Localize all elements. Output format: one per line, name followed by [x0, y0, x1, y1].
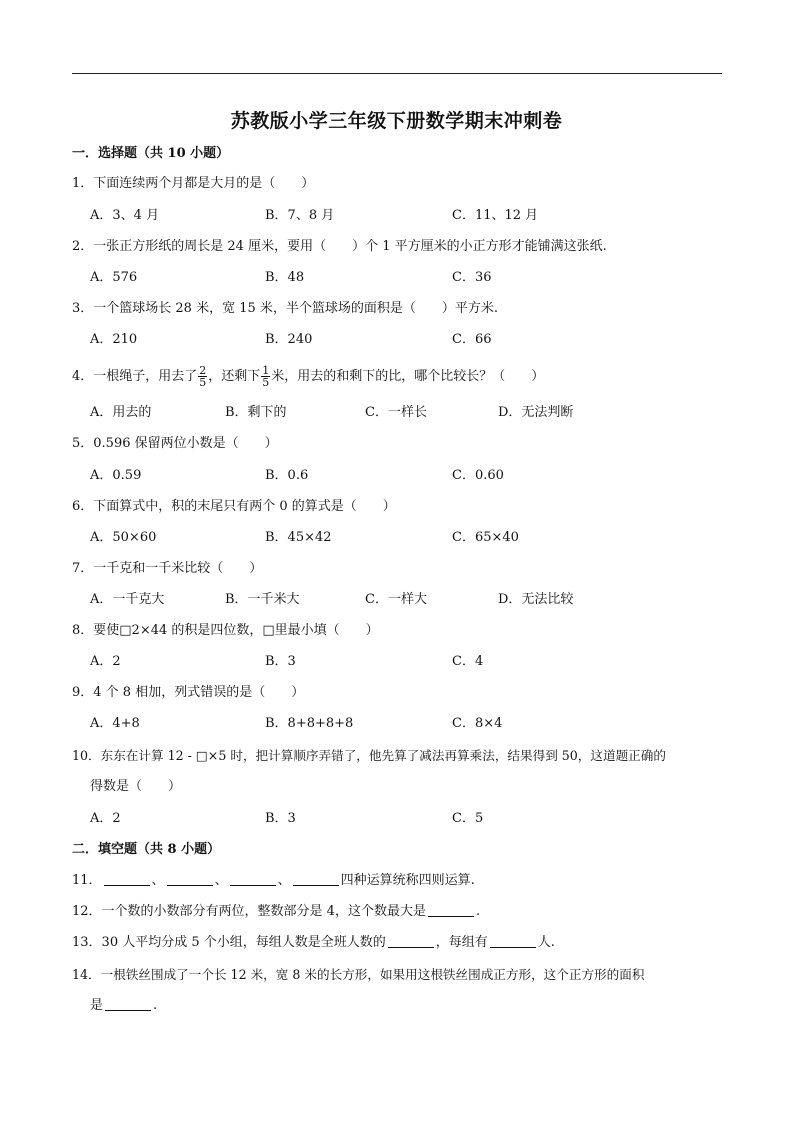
- q9-option-b: B．8+8+8+8: [265, 716, 354, 731]
- question-4: [72, 362, 544, 392]
- q2-option-a: A．576: [90, 270, 138, 285]
- q7-option-d: D．无法比较: [498, 592, 574, 607]
- q10-option-c: C．5: [452, 811, 484, 826]
- question-6: 6．下面算式中，积的末尾只有两个 0 的算式是（ ）: [72, 499, 396, 514]
- question-14: 14．一根铁丝围成了一个长 12 米，宽 8 米的长方形，如果用这根铁丝围成正方形，这个正方形的面积: [72, 967, 645, 982]
- q8-option-c: C．4: [452, 654, 484, 669]
- question-10: 10．东东在计算 12 - □×5 时，把计算顺序弄错了，他先算了减法再算乘法，结果得到 50，这道题正确的: [72, 748, 666, 763]
- q4-option-c: C．一样长: [365, 405, 427, 420]
- q10-option-b: B．3: [265, 811, 296, 826]
- q2-option-c: C．36: [452, 270, 492, 285]
- question-14-continued: 是 .: [90, 998, 158, 1013]
- answer-blank[interactable]: [105, 998, 151, 1011]
- question-5: 5．0.596 保留两位小数是（ ）: [72, 436, 278, 451]
- answer-blank[interactable]: [428, 904, 474, 917]
- question-13: 13．30 人平均分成 5 个小组，每组人数是全班人数的 ，每组有 人.: [72, 935, 555, 950]
- q6-option-a: A．50×60: [90, 530, 157, 545]
- answer-blank[interactable]: [293, 873, 339, 886]
- q5-option-c: C．0.60: [452, 468, 504, 483]
- q4-text-mid: ，还剩下: [208, 369, 261, 384]
- q1-option-b: B．7、8 月: [265, 208, 335, 223]
- answer-blank[interactable]: [490, 935, 536, 948]
- q3-option-b: B．240: [265, 332, 313, 347]
- answer-blank[interactable]: [167, 873, 213, 886]
- q8-option-a: A．2: [90, 654, 121, 669]
- question-11: 11． 、 、 、 四种运算统称四则运算.: [72, 873, 475, 888]
- page-title: 苏教版小学三年级下册数学期末冲刺卷: [230, 110, 563, 132]
- q2-option-b: B．48: [265, 270, 305, 285]
- q5-option-a: A．0.59: [90, 468, 142, 483]
- q4-option-b: B．剩下的: [225, 405, 287, 420]
- q3-option-c: C．66: [452, 332, 492, 347]
- q6-option-c: C．65×40: [452, 530, 519, 545]
- fraction-two-fifths: $\frac{2}{5}$: [199, 364, 207, 389]
- section-choice-heading: 一．选择题（共 10 小题）: [72, 146, 230, 161]
- question-8: 8．要使□2×44 的积是四位数，□里最小填（ ）: [72, 623, 379, 638]
- header-rule: [72, 73, 722, 74]
- question-3: 3．一个篮球场长 28 米，宽 15 米，半个篮球场的面积是（ ）平方米.: [72, 301, 499, 316]
- q9-option-a: A．4+8: [90, 716, 140, 731]
- q4-option-d: D．无法判断: [498, 405, 574, 420]
- q4-option-a: A．用去的: [90, 405, 152, 420]
- q10-option-a: A．2: [90, 811, 121, 826]
- question-12: 12．一个数的小数部分有两位，整数部分是 4，这个数最大是 .: [72, 904, 481, 919]
- question-2: 2．一张正方形纸的周长是 24 厘米，要用（ ）个 1 平方厘米的小正方形才能铺满这张纸.: [72, 239, 607, 254]
- q7-option-b: B．一千米大: [225, 592, 300, 607]
- q6-option-b: B．45×42: [265, 530, 332, 545]
- answer-blank[interactable]: [104, 873, 150, 886]
- answer-blank[interactable]: [388, 935, 434, 948]
- question-10-continued: 得数是（ ）: [90, 779, 182, 794]
- section-fill-heading: 二．填空题（共 8 小题）: [72, 842, 221, 857]
- q1-option-c: C．11、12 月: [452, 208, 539, 223]
- fraction-one-fifth: $\frac{1}{5}$: [262, 364, 270, 389]
- q7-option-a: A．一千克大: [90, 592, 165, 607]
- answer-blank[interactable]: [230, 873, 276, 886]
- q5-option-b: B．0.6: [265, 468, 309, 483]
- question-1: 1．下面连续两个月都是大月的是（ ）: [72, 176, 315, 191]
- question-9: 9．4 个 8 相加，列式错误的是（ ）: [72, 685, 305, 700]
- q4-text-post: 米，用去的和剩下的比，哪个比较长？（ ）: [271, 369, 545, 384]
- q4-text-pre: 4．一根绳子，用去了: [72, 369, 198, 384]
- q9-option-c: C．8×4: [452, 716, 503, 731]
- q8-option-b: B．3: [265, 654, 296, 669]
- question-7: 7．一千克和一千米比较（ ）: [72, 561, 263, 576]
- q7-option-c: C．一样大: [365, 592, 427, 607]
- q1-option-a: A．3、4 月: [90, 208, 160, 223]
- q3-option-a: A．210: [90, 332, 138, 347]
